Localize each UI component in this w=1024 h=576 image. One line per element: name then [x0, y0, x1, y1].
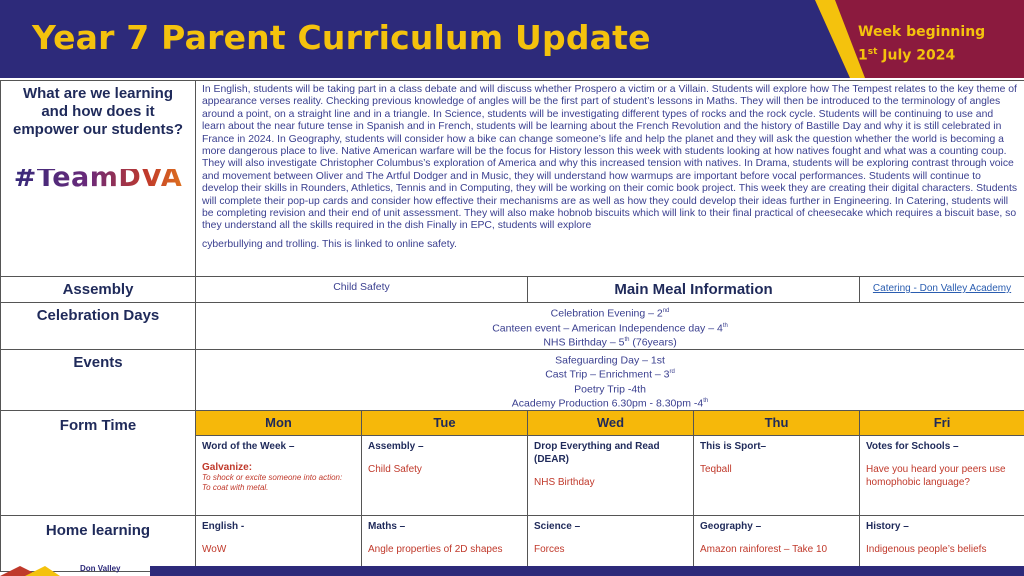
catering-link[interactable]: Catering - Don Valley Academy: [860, 277, 1024, 303]
mon-title: Word of the Week –: [202, 440, 295, 452]
form-time-mon: [196, 435, 362, 515]
hl-task: Amazon rainforest – Take 10: [700, 543, 828, 555]
hl-subject: Science –: [534, 520, 581, 532]
celebration-line: Canteen event – American Independence day – 4th: [492, 322, 728, 334]
celebration-line: NHS Birthday – 5th (76years): [543, 336, 677, 349]
hl-task: Indigenous people’s beliefs: [866, 543, 987, 555]
fri-title: Votes for Schools –: [866, 440, 959, 452]
home-learning-mon: [196, 515, 362, 571]
event-line: Safeguarding Day – 1st: [555, 354, 665, 366]
week-date: 1st July 2024: [858, 47, 956, 64]
thu-value: Teqball: [700, 463, 732, 475]
form-time-wed: [528, 435, 694, 515]
assembly-row: [1, 277, 1024, 303]
hl-task: Forces: [534, 543, 565, 555]
word-definition-1: To shock or excite someone into action:: [202, 472, 343, 482]
form-time-thu: [694, 435, 860, 515]
footer-brand: Don Valley: [80, 564, 121, 573]
meal-label: Main Meal Information: [528, 277, 860, 303]
events-row: [1, 349, 1024, 410]
header-banner: [0, 0, 1024, 78]
hl-subject: History –: [866, 520, 909, 532]
learning-paragraph-cell: [196, 81, 1024, 277]
word-definition-2: To coat with metal.: [202, 482, 269, 492]
footer-navy-strip: [150, 566, 1024, 576]
wed-title: Drop Everything and Read (DEAR): [534, 440, 660, 465]
footer-bar: [0, 566, 1024, 576]
tue-value: Child Safety: [368, 463, 422, 475]
form-time-tue: [362, 435, 528, 515]
form-time-label: Form Time: [1, 410, 196, 515]
home-learning-label: Home learning: [1, 515, 196, 571]
hl-task: Angle properties of 2D shapes: [368, 543, 503, 555]
hl-subject: English -: [202, 520, 245, 532]
event-line: Academy Production 6.30pm - 8.30pm -4th: [511, 397, 709, 410]
assembly-value: Child Safety: [196, 277, 528, 303]
tue-title: Assembly –: [368, 440, 424, 452]
word-of-week: Galvanize:: [202, 461, 253, 473]
day-header-thu: Thu: [694, 410, 860, 435]
learning-paragraph-end: cyberbullying and trolling. This is linked to online safety.: [202, 238, 457, 250]
hl-subject: Geography –: [700, 520, 762, 532]
day-header-wed: Wed: [528, 410, 694, 435]
week-beginning: [858, 22, 985, 66]
celebration-label: Celebration Days: [1, 303, 196, 350]
hl-subject: Maths –: [368, 520, 406, 532]
team-dva-logo: #TeamDVA: [1, 169, 195, 187]
hl-task: WoW: [202, 543, 227, 555]
footer-logo-shape: [0, 566, 80, 576]
events-list: [196, 349, 1024, 410]
home-learning-fri: [860, 515, 1024, 571]
celebration-row: [1, 303, 1024, 350]
form-time-fri: [860, 435, 1024, 515]
assembly-label: Assembly: [1, 277, 196, 303]
event-line: Cast Trip – Enrichment – 3rd: [545, 368, 675, 381]
celebration-line: Celebration Evening – 2nd: [550, 307, 670, 320]
events-label: Events: [1, 349, 196, 410]
curriculum-table: [0, 80, 1024, 572]
home-learning-wed: [528, 515, 694, 571]
home-learning-row: [1, 515, 1024, 571]
learning-label: What are we learning and how does it empower our students?: [12, 85, 184, 138]
week-label: Week beginning: [858, 24, 986, 40]
celebration-list: [196, 303, 1024, 350]
learning-paragraph: In English, students will be taking part in a class debate and will discuss whether Prospero a victim or a Villain. Students will explore how The Tempest relates to the key theme of appearance verses reality. Checking previous knowledge of angles will be the first part of student’s lessons in Maths. They will then be introduced to the terminology of angles around a point, on a straight line and in a triangle. In Science, students will be investigating different types of rocks and the rock cycle. Students will be continuing to use and learn about the near future tense in Spanish and in French, students will be learning about the French Revolution and the history of Bastille Day and why it is still celebrated in France in 2024. In Geography, students will consider how a bike can change someone’s life and help the planet and they will ask the question whether the world is becoming a more dangerous place to live. Native American warfare will be the focus for History lesson this week with students looking at how natives fought and what was a counting coup. They will also investigate Christopher Columbus’s exploration of America and why this increased tension with natives. In Drama, students will be exploring contrast through voice and movement between Oliver and The Artful Dodger and in Music, they will understand how warmups are important before vocal performances. Students will continue to develop their skills in Rounders, Athletics, Tennis and in Computing, they will be working on their comic book project. This week they are creating their digital characters. Students will complete their pop-up cards and consider how effective their mechanisms are as well as how they could develop their ideas further in Engineering. In Catering, students will be completing revision and their end of unit assessment. They will also make hobnob biscuits which will link to their final practical of cheesecake which requires a biscuit base, so they understand all the skills required in the dish Finally in EPC, students will explore: [202, 84, 1018, 232]
day-header-fri: Fri: [860, 410, 1024, 435]
learning-label-cell: [1, 81, 196, 277]
learning-row: [1, 81, 1024, 277]
day-header-mon: Mon: [196, 410, 362, 435]
page-title: Year 7 Parent Curriculum Update: [32, 18, 651, 57]
home-learning-tue: [362, 515, 528, 571]
wed-value: NHS Birthday: [534, 476, 595, 488]
thu-title: This is Sport–: [700, 440, 767, 452]
home-learning-thu: [694, 515, 860, 571]
day-header-tue: Tue: [362, 410, 528, 435]
days-row: [1, 410, 1024, 435]
event-line: Poetry Trip -4th: [574, 383, 646, 395]
fri-value: Have you heard your peers use homophobic language?: [866, 463, 1006, 488]
